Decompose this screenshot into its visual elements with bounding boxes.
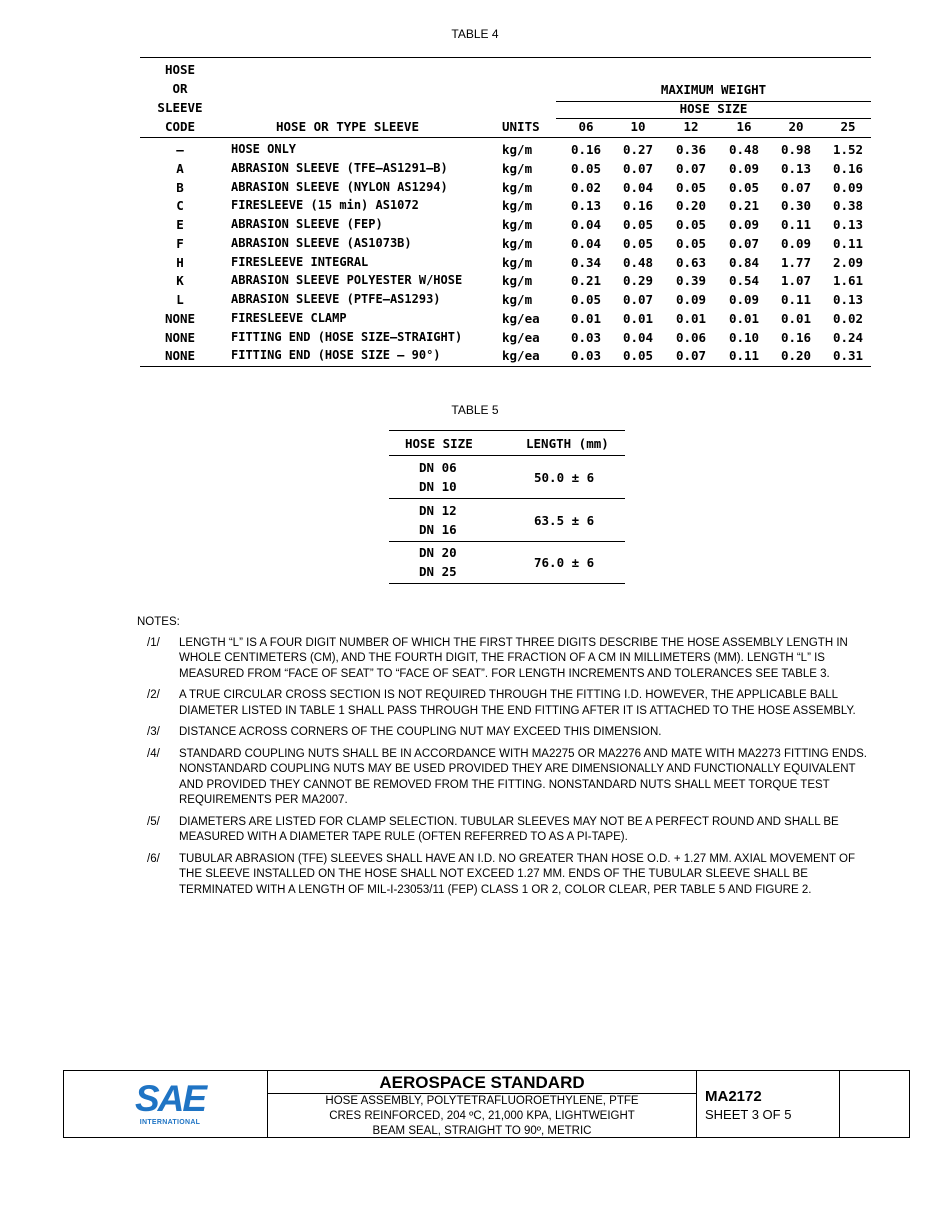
weight-cell: 0.48 (728, 142, 760, 157)
weight-cell: 0.48 (622, 254, 654, 270)
row-type: FIRESLEEVE INTEGRAL (231, 254, 369, 269)
weight-cell: 0.02 (832, 310, 864, 326)
row-units: kg/m (502, 235, 533, 251)
weight-cell: 0.16 (780, 329, 812, 345)
type-header: HOSE OR TYPE SLEEVE (276, 119, 419, 134)
weight-cell: 0.05 (570, 160, 602, 176)
note-number: /3/ (147, 726, 160, 738)
note-text: STANDARD COUPLING NUTS SHALL BE IN ACCORDANCE WITH MA2275 OR MA2276 AND MATE WITH MA2273 FITTING ENDS. NONSTANDARD COUPLING NUTS MAY BE USED PROVIDED THEY ARE DIMENSIONALLY AND FUNCTIONALLY EQUIVALENT AND PROVIDED THEY CANNOT BE REMOVED FROM THE FITTING. NONSTANDARD NUTS SHALL MEET TORQUE TEST REQUIREMENTS PER MA2007. (179, 747, 868, 806)
note-text: LENGTH “L” IS A FOUR DIGIT NUMBER OF WHICH THE FIRST THREE DIGITS DESCRIBE THE HOSE ASSEMBLY LENGTH IN WHOLE CENTIMETERS (CM), AND THE FOURTH DIGIT, THE FRACTION OF A CM IN MILLIMETERS (MM). LENGTH “L” IS MEASURED FROM “FACE OF SEAT” TO “FACE OF SEAT”. FOR LENGTH INCREMENTS AND TOLERANCES SEE TABLE 3. (179, 636, 848, 680)
weight-cell: 0.07 (728, 235, 760, 251)
weight-cell: 0.29 (622, 273, 654, 289)
doc-number-cell (697, 1071, 840, 1137)
weight-cell: 0.31 (832, 348, 864, 364)
note-item (137, 688, 877, 719)
description-line: CRES REINFORCED, 204 ºC, 21,000 KPA, LIGHTWEIGHT (329, 1110, 635, 1122)
units-header: UNITS (502, 119, 540, 134)
row-units: kg/m (502, 273, 533, 289)
size-header-2: 12 (683, 119, 699, 134)
note-item (137, 636, 877, 683)
weight-cell: 0.01 (675, 310, 707, 326)
row-units: kg/m (502, 160, 533, 176)
table5-header-rule (389, 455, 625, 456)
weight-cell: 0.07 (675, 160, 707, 176)
weight-cell: 1.52 (832, 142, 864, 157)
note-number: /6/ (147, 852, 160, 865)
code-header-line: CODE (164, 119, 196, 134)
note-item (137, 852, 877, 899)
note-item (137, 815, 877, 846)
code-header-line: SLEEVE (157, 100, 203, 115)
weight-cell: 0.05 (675, 217, 707, 232)
weight-cell: 0.07 (622, 292, 654, 307)
weight-cell: 0.16 (622, 198, 654, 214)
row-type: HOSE ONLY (231, 142, 297, 156)
row-type: ABRASION SLEEVE (PTFE–AS1293) (231, 292, 441, 306)
table4-top-rule (140, 57, 871, 58)
note-text: DIAMETERS ARE LISTED FOR CLAMP SELECTION. TUBULAR SLEEVES MAY NOT BE A PERFECT ROUND AND SHALL BE MEASURED WITH A DIAMETER TAPE RULE (OFTEN REFERRED TO AS A PI-TAPE). (179, 815, 839, 843)
hose-size-cell: DN 12 (419, 502, 457, 518)
weight-cell: 0.21 (570, 273, 602, 289)
note-text: A TRUE CIRCULAR CROSS SECTION IS NOT REQUIRED THROUGH THE FITTING I.D. HOWEVER, THE APPLICABLE BALL DIAMETER LISTED IN TABLE 1 SHALL PASS THROUGH THE END FITTING AFTER IT IS ATTACHED TO THE HOSE ASSEMBLY. (179, 689, 856, 717)
weight-cell: 0.63 (675, 254, 707, 270)
row-units: kg/m (502, 198, 533, 214)
length-cell: 76.0 ± 6 (534, 555, 595, 570)
row-type: FIRESLEEVE (15 min) AS1072 (231, 198, 419, 213)
weight-cell: 0.09 (728, 217, 760, 232)
weight-cell: 0.34 (570, 254, 602, 270)
table5-row-rule (389, 498, 625, 499)
size-header-4: 20 (788, 119, 804, 134)
table5-row-rule (389, 583, 625, 584)
row-type: FITTING END (HOSE SIZE–STRAIGHT) (231, 329, 463, 344)
weight-cell: 0.54 (728, 273, 760, 289)
length-cell: 50.0 ± 6 (534, 470, 595, 485)
row-units: kg/m (502, 179, 533, 195)
sae-logo-mark: SAE (134, 1078, 206, 1119)
note-item (137, 725, 877, 741)
weight-cell: 0.06 (675, 329, 707, 345)
weight-cell: 0.03 (570, 348, 602, 364)
table5-row-rule (389, 541, 625, 542)
weight-cell: 0.13 (570, 198, 602, 214)
weight-cell: 0.11 (832, 235, 864, 251)
weight-cell: 1.61 (832, 273, 864, 289)
weight-cell: 0.38 (832, 198, 864, 214)
description-line: BEAM SEAL, STRAIGHT TO 90º, METRIC (372, 1125, 592, 1137)
weight-cell: 0.05 (622, 235, 654, 251)
note-number: /4/ (147, 747, 160, 760)
title-cell (268, 1071, 697, 1137)
weight-cell: 1.77 (780, 254, 812, 270)
weight-cell: 0.13 (832, 292, 864, 307)
row-code: A (176, 160, 184, 176)
row-code: L (176, 292, 184, 307)
row-code: H (176, 254, 184, 270)
size-col-header: HOSE SIZE (405, 436, 473, 451)
row-type: ABRASION SLEEVE (TFE–AS1291–B) (231, 160, 448, 175)
row-code: C (176, 198, 184, 214)
blank-cell (840, 1071, 909, 1137)
weight-cell: 0.20 (675, 198, 707, 214)
notes-section (137, 615, 877, 904)
weight-cell: 0.13 (832, 217, 864, 232)
note-number: /1/ (147, 636, 160, 649)
row-code: K (176, 273, 184, 289)
weight-cell: 0.05 (675, 179, 707, 195)
row-units: kg/m (502, 142, 533, 157)
weight-cell: 0.05 (622, 348, 654, 364)
row-type: ABRASION SLEEVE POLYESTER W/HOSE (231, 273, 463, 288)
row-code: NONE (164, 348, 196, 364)
notes-title: NOTES: (137, 616, 180, 628)
weight-cell: 0.30 (780, 198, 812, 214)
hose-size-cell: DN 06 (419, 460, 457, 475)
sae-logo-subtext: INTERNATIONAL (139, 1119, 201, 1126)
table5-caption: TABLE 5 (451, 403, 499, 417)
row-units: kg/ea (502, 329, 540, 345)
sae-logo (130, 1078, 210, 1126)
sheet-number: SHEET 3 OF 5 (705, 1107, 792, 1122)
notes-list (137, 636, 877, 899)
hose-size-cell: DN 10 (419, 479, 457, 494)
note-text: DISTANCE ACROSS CORNERS OF THE COUPLING NUT MAY EXCEED THIS DIMENSION. (179, 726, 662, 738)
weight-cell: 0.13 (780, 160, 812, 176)
row-units: kg/m (502, 217, 533, 232)
row-units: kg/ea (502, 310, 540, 326)
footer-description (268, 1094, 696, 1139)
size-header-5: 25 (840, 119, 856, 134)
weight-cell: 0.05 (570, 292, 602, 307)
weight-cell: 0.01 (780, 310, 812, 326)
weight-cell: 0.39 (675, 273, 707, 289)
row-type: FIRESLEEVE CLAMP (231, 310, 347, 325)
row-units: kg/m (502, 254, 533, 270)
weight-cell: 0.09 (780, 235, 812, 251)
row-code: E (176, 217, 184, 232)
weight-cell: 0.02 (570, 179, 602, 195)
hose-size-cell: DN 25 (419, 564, 457, 579)
weight-cell: 0.01 (728, 310, 760, 326)
weight-cell: 0.04 (570, 217, 602, 232)
row-type: ABRASION SLEEVE (AS1073B) (231, 235, 412, 250)
weight-cell: 1.07 (780, 273, 812, 289)
weight-cell: 0.16 (832, 160, 864, 176)
title-block (63, 1070, 910, 1138)
table4-caption: TABLE 4 (451, 27, 499, 41)
weight-cell: 0.05 (728, 179, 760, 195)
weight-cell: 0.36 (675, 142, 707, 157)
weight-cell: 0.11 (780, 292, 812, 307)
row-units: kg/m (502, 292, 533, 307)
code-header-line: HOSE (164, 62, 196, 77)
note-number: /5/ (147, 815, 160, 828)
weight-cell: 0.05 (622, 217, 654, 232)
weight-cell: 0.04 (622, 179, 654, 195)
weight-cell: 0.84 (728, 254, 760, 270)
row-code: NONE (164, 310, 196, 326)
weight-cell: 0.11 (728, 348, 760, 364)
row-type: FITTING END (HOSE SIZE – 90°) (231, 348, 441, 363)
size-header-1: 10 (630, 119, 646, 134)
size-header-3: 16 (736, 119, 752, 134)
weight-cell: 0.01 (622, 310, 654, 326)
doc-number: MA2172 (705, 1088, 762, 1105)
note-number: /2/ (147, 689, 160, 701)
header-bottom-rule (140, 137, 871, 138)
weight-cell: 0.27 (622, 142, 654, 157)
row-units: kg/ea (502, 348, 540, 364)
row-code: – (176, 142, 184, 157)
code-header-line: OR (172, 81, 188, 96)
footer-title: AEROSPACE STANDARD (379, 1073, 585, 1092)
row-type: ABRASION SLEEVE (FEP) (231, 217, 383, 231)
weight-cell: 0.24 (832, 329, 864, 345)
weight-cell: 0.09 (675, 292, 707, 307)
description-line: HOSE ASSEMBLY, POLYTETRAFLUOROETHYLENE, PTFE (325, 1095, 639, 1107)
weight-cell: 0.03 (570, 329, 602, 345)
max-weight-header: MAXIMUM WEIGHT (660, 82, 767, 97)
hose-size-cell: DN 16 (419, 521, 457, 537)
table5-top-rule (389, 430, 625, 431)
weight-cell: 0.20 (780, 348, 812, 364)
length-col-header: LENGTH (mm) (526, 436, 609, 451)
weight-cell: 0.04 (622, 329, 654, 345)
hose-size-cell: DN 20 (419, 545, 457, 560)
weight-cell: 2.09 (832, 254, 864, 270)
weight-cell: 0.04 (570, 235, 602, 251)
weight-cell: 0.07 (675, 348, 707, 364)
row-code: NONE (164, 329, 196, 345)
weight-cell: 0.07 (622, 160, 654, 176)
weight-cell: 0.16 (570, 142, 602, 157)
logo-cell (64, 1071, 268, 1137)
row-code: F (176, 235, 184, 251)
weight-cell: 0.09 (728, 160, 760, 176)
weight-cell: 0.09 (728, 292, 760, 307)
weight-cell: 0.01 (570, 310, 602, 326)
weight-cell: 0.05 (675, 235, 707, 251)
note-item (137, 747, 877, 809)
row-code: B (176, 179, 184, 195)
weight-cell: 0.10 (728, 329, 760, 345)
weight-cell: 0.11 (780, 217, 812, 232)
hose-size-header: HOSE SIZE (679, 101, 748, 116)
length-cell: 63.5 ± 6 (534, 512, 595, 528)
weight-cell: 0.07 (780, 179, 812, 195)
row-type: ABRASION SLEEVE (NYLON AS1294) (231, 179, 448, 194)
table4-bottom-rule (140, 366, 871, 367)
weight-cell: 0.21 (728, 198, 760, 214)
size-header-0: 06 (578, 119, 594, 134)
weight-cell: 0.09 (832, 179, 864, 195)
weight-cell: 0.98 (780, 142, 812, 157)
note-text: TUBULAR ABRASION (TFE) SLEEVES SHALL HAVE AN I.D. NO GREATER THAN HOSE O.D. + 1.27 MM. AXIAL MOVEMENT OF THE SLEEVE INSTALLED ON THE HOSE SHALL NOT EXCEED 1.27 MM. ENDS OF THE TUBULAR SLEEVE SHALL BE TERMINATED WITH A LENGTH OF MIL-I-23053/11 (FEP) CLASS 1 OR 2, COLOR CLEAR, PER TABLE 5 AND FIGURE 2. (179, 852, 856, 896)
